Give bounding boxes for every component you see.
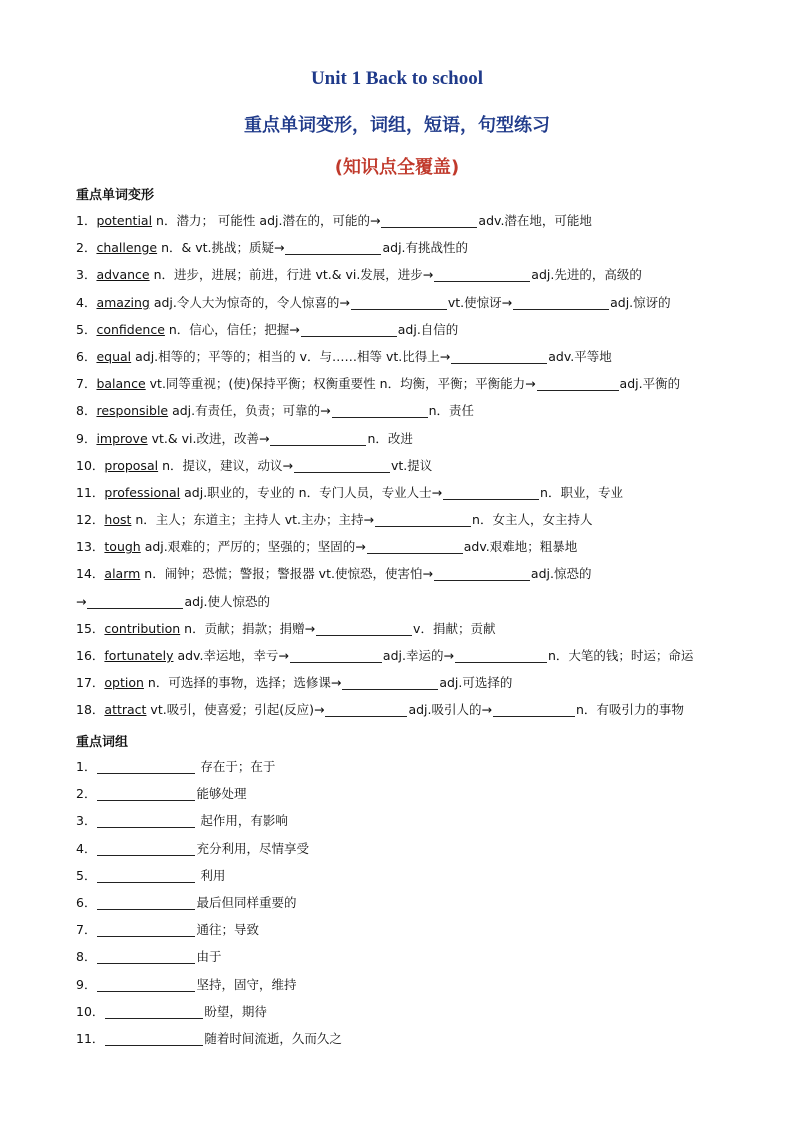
- headword: fortunately: [104, 648, 174, 663]
- headword: balance: [96, 376, 146, 392]
- answer-blank[interactable]: [97, 813, 195, 828]
- answer-blank[interactable]: [97, 841, 195, 856]
- list-item: 16．fortunately adv.幸运地，幸亏→ adj.幸运的→ n．大笔的钱；时运；命运: [76, 648, 694, 663]
- list-item-continuation: → adj.使人惊恐的: [76, 593, 271, 609]
- headword: challenge: [96, 240, 158, 256]
- headword: host: [104, 512, 132, 528]
- unit-title: Unit 1 Back to school: [310, 68, 484, 89]
- list-item: 10． 盼望，期待: [76, 1003, 267, 1019]
- headword: amazing: [96, 294, 150, 310]
- headword: potential: [96, 213, 153, 228]
- answer-blank[interactable]: [325, 702, 407, 717]
- answer-blank[interactable]: [87, 594, 183, 609]
- list-item: 3． 起作用，有影响: [76, 813, 288, 829]
- headword: professional: [104, 484, 181, 500]
- answer-blank[interactable]: [105, 1031, 203, 1046]
- list-item: 6． 最后但同样重要的: [76, 894, 297, 910]
- list-item: 8． 由于: [76, 949, 222, 965]
- list-item: 12．host n．主人；东道主；主持人 vt.主办；主持→ n．女主人，女主持人: [76, 512, 593, 528]
- list-item: 9． 坚持，固守，维持: [76, 976, 297, 992]
- headword: proposal: [104, 457, 159, 473]
- answer-blank[interactable]: [97, 922, 195, 937]
- list-item: 5．confidence n．信心，信任；把握→ adj.自信的: [76, 321, 459, 337]
- headword: confidence: [96, 321, 165, 337]
- answer-blank[interactable]: [537, 376, 619, 391]
- headword: improve: [96, 430, 148, 446]
- answer-blank[interactable]: [455, 648, 547, 663]
- worksheet-subtitle: 重点单词变形，词组，短语，句型练习: [244, 115, 550, 136]
- list-item: 13．tough adj.艰难的；严厉的；坚强的；坚固的→ adv.艰难地；粗暴地: [76, 539, 578, 555]
- list-item: 9．improve vt.& vi.改进，改善→ n．改进: [76, 430, 413, 446]
- headword: advance: [96, 267, 150, 283]
- answer-blank[interactable]: [332, 403, 428, 418]
- list-item: 17．option n．可选择的事物，选择；选修课→ adj.可选择的: [76, 675, 513, 691]
- answer-blank[interactable]: [434, 566, 530, 581]
- list-item: 3．advance n．进步，进展；前进，行进 vt.& vi.发展，进步→ adj.先进的，高级的: [76, 267, 642, 283]
- list-item: 14．alarm n．闹钟；恐慌；警报；警报器 vt.使惊恐，使害怕→ adj.惊恐的: [76, 566, 592, 582]
- answer-blank[interactable]: [97, 786, 195, 801]
- list-item: 5． 利用: [76, 867, 226, 883]
- answer-blank[interactable]: [434, 267, 530, 282]
- list-item: 2． 能够处理: [76, 786, 247, 802]
- answer-blank[interactable]: [443, 485, 539, 500]
- answer-blank[interactable]: [105, 1004, 203, 1019]
- answer-blank[interactable]: [351, 295, 447, 310]
- list-item: 7． 通往；导致: [76, 922, 259, 938]
- list-item: 4． 充分利用，尽情享受: [76, 840, 309, 856]
- list-item: 11．professional adj.职业的，专业的 n．专门人员，专业人士→ n．职业，专业: [76, 484, 623, 500]
- answer-blank[interactable]: [342, 675, 438, 690]
- answer-blank[interactable]: [375, 512, 471, 527]
- coverage-note: (知识点全覆盖): [334, 157, 460, 178]
- list-item: 4．amazing adj.令人大为惊奇的，令人惊喜的→ vt.使惊讶→ adj.惊讶的: [76, 294, 671, 310]
- answer-blank[interactable]: [513, 295, 609, 310]
- headword: contribution: [104, 620, 181, 636]
- list-item: 11． 随着时间流逝，久而久之: [76, 1030, 342, 1046]
- answer-blank[interactable]: [493, 702, 575, 717]
- list-item: 1． 存在于；在于: [76, 759, 276, 774]
- list-item: 18．attract vt.吸引，使喜爱；引起(反应)→ adj.吸引人的→ n．有吸引力的事物: [76, 702, 684, 718]
- headword: tough: [104, 539, 141, 555]
- answer-blank[interactable]: [97, 977, 195, 992]
- list-item: 15．contribution n．贡献；捐款；捐赠→ v．捐献；贡献: [76, 620, 496, 636]
- answer-blank[interactable]: [97, 949, 195, 964]
- headword: attract: [104, 702, 147, 718]
- answer-blank[interactable]: [97, 868, 195, 883]
- answer-blank[interactable]: [285, 240, 381, 255]
- answer-blank[interactable]: [451, 349, 547, 364]
- answer-blank[interactable]: [367, 539, 463, 554]
- list-item: 6．equal adj.相等的；平等的；相当的 v．与……相等 vt.比得上→ adv.平等地: [76, 348, 612, 364]
- list-item: 7．balance vt.同等重视；(使)保持平衡；权衡重要性 n．均衡，平衡；平衡能力→ adj.平衡的: [76, 376, 681, 392]
- headword: equal: [96, 348, 132, 364]
- answer-blank[interactable]: [270, 431, 366, 446]
- answer-blank[interactable]: [290, 648, 382, 663]
- answer-blank[interactable]: [294, 458, 390, 473]
- list-item: 10．proposal n．提议，建议，动议→ vt.提议: [76, 457, 433, 473]
- headword: alarm: [104, 566, 141, 582]
- list-item: 2．challenge n．& vt.挑战；质疑→ adj.有挑战性的: [76, 240, 469, 256]
- answer-blank[interactable]: [97, 895, 195, 910]
- list-item: 8．responsible adj.有责任，负责；可靠的→ n．责任: [76, 403, 475, 419]
- headword: option: [104, 675, 144, 691]
- list-item: 1．potential n．潜力； 可能性 adj.潜在的，可能的→ adv.潜在地，可能地: [76, 213, 592, 228]
- answer-blank[interactable]: [316, 621, 412, 636]
- answer-blank[interactable]: [97, 759, 195, 774]
- section-heading-word-forms: 重点单词变形: [76, 188, 155, 203]
- word-forms-list: [76, 207, 736, 724]
- headword: responsible: [96, 403, 169, 419]
- answer-blank[interactable]: [301, 322, 397, 337]
- answer-blank[interactable]: [381, 213, 477, 228]
- phrases-list: [76, 753, 736, 1052]
- section-heading-phrases: 重点词组: [76, 735, 129, 750]
